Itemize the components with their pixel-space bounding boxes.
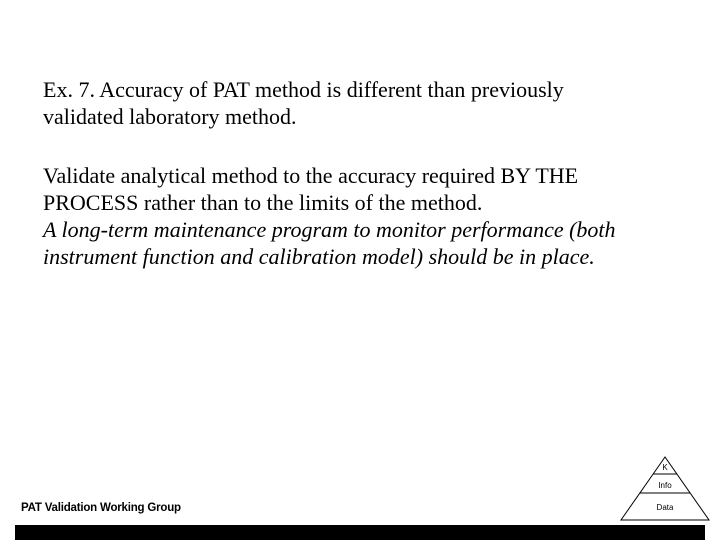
heading-paragraph bbox=[43, 76, 564, 130]
pyramid-level-middle: Info bbox=[658, 481, 672, 490]
heading-line-2: validated laboratory method. bbox=[43, 104, 297, 129]
bottom-bar bbox=[15, 525, 705, 540]
knowledge-pyramid-logo bbox=[620, 455, 710, 523]
pyramid-level-top: K bbox=[662, 463, 668, 472]
heading-line-1: Ex. 7. Accuracy of PAT method is different than previously bbox=[43, 77, 564, 102]
footer-label: PAT Validation Working Group bbox=[21, 502, 181, 514]
body-italic-line-1: A long-term maintenance program to monitor performance (both bbox=[43, 217, 616, 242]
body-italic-line-2: instrument function and calibration model) should be in place. bbox=[43, 244, 595, 269]
body-line-1: Validate analytical method to the accuracy required BY THE bbox=[43, 163, 579, 188]
body-paragraph bbox=[43, 162, 616, 270]
body-line-2: PROCESS rather than to the limits of the method. bbox=[43, 190, 483, 215]
pyramid-level-bottom: Data bbox=[656, 503, 674, 512]
